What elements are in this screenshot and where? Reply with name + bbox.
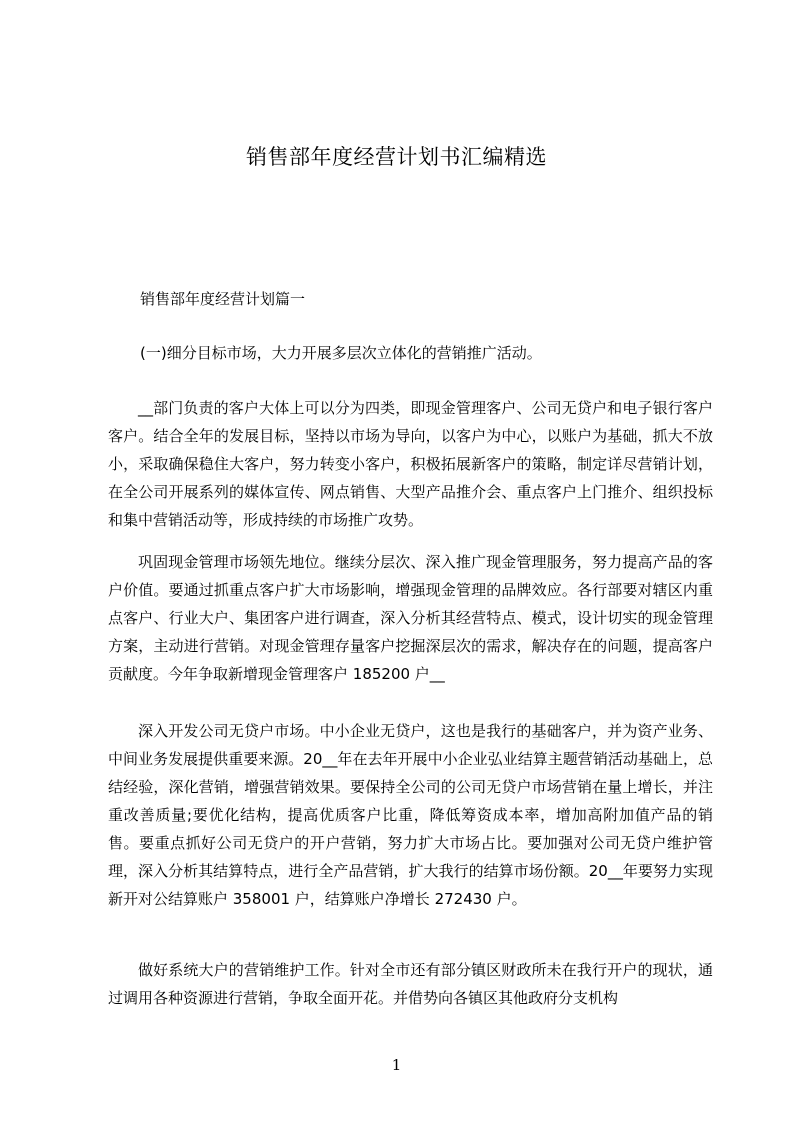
document-title: 销售部年度经营计划书汇编精选 [246,145,547,169]
body-paragraph: 巩固现金管理市场领先地位。继续分层次、深入推广现金管理服务，努力提高产品的客户价值。要通过抓重点客户扩大市场影响，增强现金管理的品牌效应。各行部要对辖区内重点客户、行业大户、集团客户进行调查，深入分析其经营特点、模式，设计切实的现金管理方案，主动进行营销。对现金管理存量客户挖掘深层次的需求，解决存在的问题，提高客户贡献度。今年争取新增现金管理客户 185200 户__ [108,553,713,683]
body-paragraph: __部门负责的客户大体上可以分为四类，即现金管理客户、公司无贷户和电子银行客户客户。结合全年的发展目标，坚持以市场为导向，以客户为中心，以账户为基础，抓大不放小，采取确保稳住大客户，努力转变小客户，积极拓展新客户的策略，制定详尽营销计划，在全公司开展系列的媒体宣传、网点销售、大型产品推介会、重点客户上门推介、组织投标和集中营销活动等，形成持续的市场推广攻势。 [108,399,713,529]
body-paragraph: 深入开发公司无贷户市场。中小企业无贷户，这也是我行的基础客户，并为资产业务、中间业务发展提供重要来源。20__年在去年开展中小企业弘业结算主题营销活动基础上，总结经验，深化营销，增强营销效果。要保持全公司的公司无贷户市场营销在量上增长，并注重改善质量;要优化结构，提高优质客户比重，降低筹资成本率，增加高附加值产品的销售。要重点抓好公司无贷户的开户营销，努力扩大市场占比。要加强对公司无贷户维护管理，深入分析其结算特点，进行全产品营销，扩大我行的结算市场份额。20__年要努力实现新开对公结算账户 358001 户，结算账户净增长 272430 户。 [108,722,713,908]
body-paragraph: 做好系统大户的营销维护工作。针对全市还有部分镇区财政所未在我行开户的现状，通过调用各种资源进行营销，争取全面开花。并借势向各镇区其他政府分支机构 [108,961,713,1007]
page-number: 1 [391,1056,402,1074]
section-heading: 销售部年度经营计划篇一 [140,290,306,308]
subheading: (一)细分目标市场，大力开展多层次立体化的营销推广活动。 [140,344,542,362]
